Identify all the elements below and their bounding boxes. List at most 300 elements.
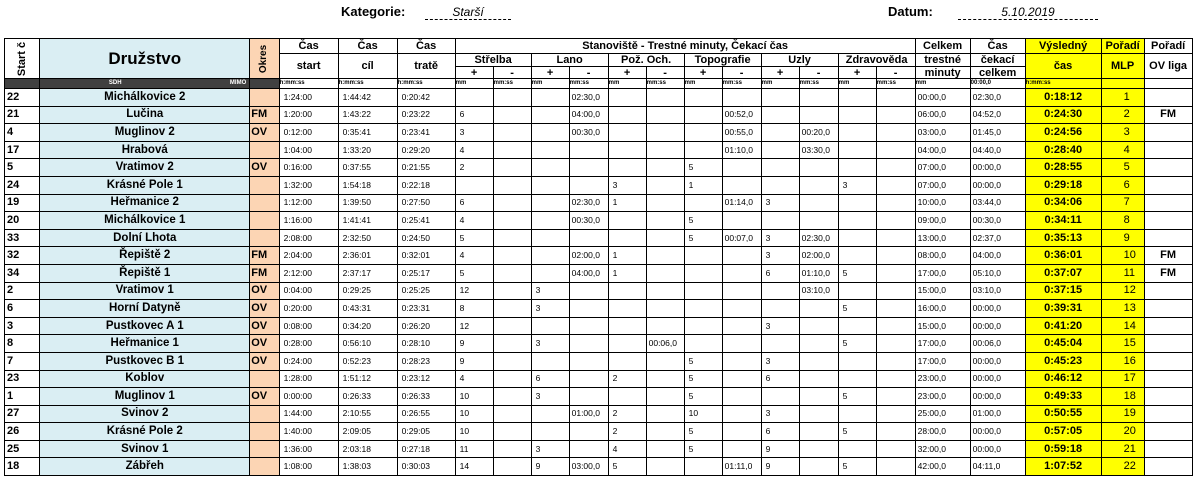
cell-mlp: 13	[1101, 300, 1144, 318]
cell-start: 27	[5, 405, 40, 423]
cell-u-m	[799, 335, 838, 353]
cell-okres	[250, 458, 279, 476]
cell-ov	[1144, 405, 1192, 423]
cell-cekaci: 00:00,0	[970, 352, 1025, 370]
cell-p-m	[646, 370, 684, 388]
kategorie-value: Starší	[425, 5, 511, 20]
cell-trestne: 13:00,0	[915, 229, 970, 247]
cell-z-m	[876, 370, 915, 388]
unit-cell: h:mm:ss	[279, 79, 338, 89]
cell-z-p: 5	[838, 458, 876, 476]
minus-header: -	[722, 67, 761, 79]
cell-cekaci: 03:10,0	[970, 282, 1025, 300]
cell-p-m	[646, 405, 684, 423]
cell-z-m	[876, 212, 915, 230]
cell-z-p	[838, 229, 876, 247]
cell-t-m: 00:55,0	[722, 124, 761, 142]
cell-t-p: 5	[684, 440, 722, 458]
mlp-header: MLP	[1101, 54, 1144, 79]
cell-u-p: 3	[761, 194, 799, 212]
cell-l-m	[569, 370, 608, 388]
strelba-header: Střelba	[455, 54, 531, 67]
cell-ov: FM	[1144, 106, 1192, 124]
cell-p-m	[646, 352, 684, 370]
cell-l-p: 3	[531, 440, 569, 458]
cell-l-p	[531, 89, 569, 107]
cell-cekaci: 05:10,0	[970, 264, 1025, 282]
cell-t-cil: 0:35:41	[338, 124, 397, 142]
cell-p-p: 1	[608, 264, 646, 282]
cell-l-p: 6	[531, 370, 569, 388]
poradi-ov-header: Pořadí	[1144, 39, 1192, 54]
cell-t-cil: 2:36:01	[338, 247, 397, 265]
cell-trestne: 23:00,0	[915, 388, 970, 406]
cell-okres	[250, 405, 279, 423]
cell-l-m: 02:00,0	[569, 247, 608, 265]
celkem-sub-header: celkem	[970, 67, 1025, 79]
cell-t-p	[684, 264, 722, 282]
unit-cell: mm	[455, 79, 493, 89]
cell-t-trate: 0:22:18	[397, 176, 455, 194]
cell-t-start: 0:24:00	[279, 352, 338, 370]
cell-trestne: 17:00,0	[915, 335, 970, 353]
cell-trestne: 06:00,0	[915, 106, 970, 124]
cell-okres: FM	[250, 106, 279, 124]
cell-l-m: 02:30,0	[569, 194, 608, 212]
cell-team: Zábřeh	[40, 458, 250, 476]
cell-mlp: 2	[1101, 106, 1144, 124]
cell-t-start: 1:24:00	[279, 89, 338, 107]
cell-mlp: 20	[1101, 423, 1144, 441]
minus-header: -	[799, 67, 838, 79]
cell-t-cil: 0:37:55	[338, 159, 397, 177]
cell-t-cil: 0:26:33	[338, 388, 397, 406]
cell-t-start: 1:32:00	[279, 176, 338, 194]
cell-u-m: 02:30,0	[799, 229, 838, 247]
cell-start: 20	[5, 212, 40, 230]
table-row	[5, 106, 1193, 124]
cell-l-m	[569, 159, 608, 177]
cell-cekaci: 00:00,0	[970, 440, 1025, 458]
cell-team: Pustkovec A 1	[40, 317, 250, 335]
units-row	[5, 79, 1193, 89]
cell-cekaci: 00:00,0	[970, 423, 1025, 441]
cell-z-m	[876, 335, 915, 353]
cell-t-start: 0:16:00	[279, 159, 338, 177]
cell-t-trate: 0:26:20	[397, 317, 455, 335]
topografie-header: Topografie	[684, 54, 761, 67]
cell-l-p	[531, 423, 569, 441]
plus-header: +	[531, 67, 569, 79]
datum-value: 5.10.2019	[958, 5, 1098, 20]
cell-team: Heřmanice 2	[40, 194, 250, 212]
lano-header: Lano	[531, 54, 608, 67]
cell-t-trate: 0:23:41	[397, 124, 455, 142]
cell-z-p: 5	[838, 300, 876, 318]
cell-s-m	[493, 317, 531, 335]
cell-s-p: 5	[455, 264, 493, 282]
cell-p-p: 5	[608, 458, 646, 476]
cell-okres: OV	[250, 317, 279, 335]
cell-u-p: 9	[761, 458, 799, 476]
cell-cekaci: 00:00,0	[970, 388, 1025, 406]
minuty-header: minuty	[915, 67, 970, 79]
cell-l-p	[531, 247, 569, 265]
cell-trestne: 15:00,0	[915, 282, 970, 300]
cell-t-trate: 0:20:42	[397, 89, 455, 107]
cell-t-p: 10	[684, 405, 722, 423]
cell-s-m	[493, 106, 531, 124]
cell-s-m	[493, 176, 531, 194]
cell-okres: FM	[250, 264, 279, 282]
cell-l-m: 02:30,0	[569, 89, 608, 107]
cell-t-trate: 0:27:50	[397, 194, 455, 212]
poradi-mlp-header: Pořadí	[1101, 39, 1144, 54]
cell-s-m	[493, 388, 531, 406]
cell-l-p: 9	[531, 458, 569, 476]
cell-trestne: 16:00,0	[915, 300, 970, 318]
cell-mlp: 4	[1101, 141, 1144, 159]
cell-l-m: 03:00,0	[569, 458, 608, 476]
trate-sub-header: tratě	[397, 54, 455, 79]
cell-start: 8	[5, 335, 40, 353]
cell-u-p	[761, 106, 799, 124]
unit-cell: mm	[761, 79, 799, 89]
cell-p-m	[646, 282, 684, 300]
cell-s-p	[455, 176, 493, 194]
cell-z-p	[838, 405, 876, 423]
cell-l-p: 3	[531, 388, 569, 406]
cell-p-m	[646, 124, 684, 142]
cell-vysledny: 0:37:07	[1025, 264, 1101, 282]
cell-u-m: 01:10,0	[799, 264, 838, 282]
cell-l-m: 00:30,0	[569, 212, 608, 230]
cell-s-m	[493, 89, 531, 107]
cell-u-p	[761, 388, 799, 406]
cell-okres: FM	[250, 247, 279, 265]
table-row	[5, 282, 1193, 300]
cell-mlp: 10	[1101, 247, 1144, 265]
cell-trestne: 03:00,0	[915, 124, 970, 142]
cell-vysledny: 0:49:33	[1025, 388, 1101, 406]
cell-s-m	[493, 194, 531, 212]
table-row	[5, 247, 1193, 265]
cell-ov	[1144, 458, 1192, 476]
cell-l-p	[531, 176, 569, 194]
cell-l-p	[531, 405, 569, 423]
cell-s-p: 14	[455, 458, 493, 476]
cell-team: Krásné Pole 2	[40, 423, 250, 441]
cell-t-trate: 0:30:03	[397, 458, 455, 476]
cell-t-trate: 0:28:23	[397, 352, 455, 370]
cell-l-m	[569, 423, 608, 441]
cell-s-p: 4	[455, 141, 493, 159]
cell-z-p	[838, 282, 876, 300]
plus-header: +	[608, 67, 646, 79]
cell-start: 23	[5, 370, 40, 388]
cell-l-p: 3	[531, 282, 569, 300]
cell-t-m: 00:52,0	[722, 106, 761, 124]
cell-z-p	[838, 440, 876, 458]
cell-vysledny: 0:50:55	[1025, 405, 1101, 423]
cell-cekaci: 04:00,0	[970, 247, 1025, 265]
cell-vysledny: 0:28:55	[1025, 159, 1101, 177]
cell-trestne: 17:00,0	[915, 352, 970, 370]
cell-s-m	[493, 141, 531, 159]
unit-cell: 00:00,0	[970, 79, 1025, 89]
table-row	[5, 335, 1193, 353]
cell-s-p: 10	[455, 388, 493, 406]
cell-mlp: 18	[1101, 388, 1144, 406]
cell-p-m	[646, 176, 684, 194]
cell-l-p	[531, 124, 569, 142]
cell-t-cil: 2:37:17	[338, 264, 397, 282]
cell-ov	[1144, 159, 1192, 177]
poz-och-header: Pož. Och.	[608, 54, 684, 67]
cell-t-start: 0:00:00	[279, 388, 338, 406]
cell-s-p: 9	[455, 335, 493, 353]
cell-z-m	[876, 282, 915, 300]
unit-cell: h:mm:ss	[397, 79, 455, 89]
cell-t-p	[684, 106, 722, 124]
cell-vysledny: 0:57:05	[1025, 423, 1101, 441]
cell-p-m	[646, 458, 684, 476]
cell-trestne: 07:00,0	[915, 176, 970, 194]
cell-p-p	[608, 300, 646, 318]
cell-t-start: 1:36:00	[279, 440, 338, 458]
cell-vysledny: 0:24:30	[1025, 106, 1101, 124]
cell-u-p	[761, 212, 799, 230]
cell-start: 24	[5, 176, 40, 194]
cell-mlp: 16	[1101, 352, 1144, 370]
cell-trestne: 32:00,0	[915, 440, 970, 458]
unit-cell: mm	[531, 79, 569, 89]
table-row	[5, 423, 1193, 441]
cell-p-m	[646, 423, 684, 441]
cell-t-trate: 0:28:10	[397, 335, 455, 353]
cell-trestne: 08:00,0	[915, 247, 970, 265]
unit-cell: mm:ss	[569, 79, 608, 89]
cell-team: Vratimov 2	[40, 159, 250, 177]
minus-header: -	[569, 67, 608, 79]
cell-t-trate: 0:26:33	[397, 388, 455, 406]
cell-s-m	[493, 264, 531, 282]
cell-team: Řepiště 2	[40, 247, 250, 265]
cell-t-m: 01:14,0	[722, 194, 761, 212]
cell-trestne: 00:00,0	[915, 89, 970, 107]
cell-t-p	[684, 194, 722, 212]
cell-start: 7	[5, 352, 40, 370]
cell-trestne: 28:00,0	[915, 423, 970, 441]
cell-u-m: 03:10,0	[799, 282, 838, 300]
cell-vysledny: 0:39:31	[1025, 300, 1101, 318]
cell-s-p: 10	[455, 423, 493, 441]
cell-t-p	[684, 89, 722, 107]
cas-trate-header: Čas	[397, 39, 455, 54]
cell-p-p: 2	[608, 405, 646, 423]
cell-p-p: 2	[608, 370, 646, 388]
cell-s-m	[493, 370, 531, 388]
cell-mlp: 1	[1101, 89, 1144, 107]
table-row	[5, 352, 1193, 370]
cell-s-p: 6	[455, 106, 493, 124]
unit-cell: mm:ss	[646, 79, 684, 89]
cell-z-p	[838, 124, 876, 142]
cell-team: Hrabová	[40, 141, 250, 159]
cell-team: Svinov 1	[40, 440, 250, 458]
table-row	[5, 300, 1193, 318]
cell-u-p: 6	[761, 264, 799, 282]
cell-t-p	[684, 300, 722, 318]
cell-team: Heřmanice 1	[40, 335, 250, 353]
cell-z-m	[876, 352, 915, 370]
cell-t-trate: 0:29:05	[397, 423, 455, 441]
cell-okres	[250, 194, 279, 212]
table-row	[5, 124, 1193, 142]
cell-team: Michálkovice 2	[40, 89, 250, 107]
okres-header: Okres	[250, 39, 279, 79]
cell-u-p: 9	[761, 440, 799, 458]
cell-t-cil: 1:39:50	[338, 194, 397, 212]
cell-z-p	[838, 89, 876, 107]
cell-cekaci: 02:37,0	[970, 229, 1025, 247]
cell-t-start: 1:28:00	[279, 370, 338, 388]
cell-t-cil: 2:09:05	[338, 423, 397, 441]
cell-t-start: 1:40:00	[279, 423, 338, 441]
cell-vysledny: 0:24:56	[1025, 124, 1101, 142]
cell-t-p: 5	[684, 229, 722, 247]
cell-s-p: 4	[455, 370, 493, 388]
cell-l-m	[569, 229, 608, 247]
druzstvo-header: Družstvo	[40, 39, 250, 79]
celkem-header: Celkem	[915, 39, 970, 54]
cell-u-m	[799, 194, 838, 212]
cell-mlp: 15	[1101, 335, 1144, 353]
cell-t-p: 5	[684, 388, 722, 406]
cell-t-trate: 0:25:17	[397, 264, 455, 282]
cell-z-m	[876, 388, 915, 406]
cell-s-p: 8	[455, 300, 493, 318]
cell-l-p	[531, 212, 569, 230]
cell-start: 18	[5, 458, 40, 476]
cell-start: 21	[5, 106, 40, 124]
cell-p-p: 1	[608, 247, 646, 265]
table-row	[5, 440, 1193, 458]
cell-cekaci: 00:00,0	[970, 370, 1025, 388]
cell-z-m	[876, 264, 915, 282]
cell-l-p	[531, 317, 569, 335]
cell-p-m	[646, 317, 684, 335]
cell-start: 19	[5, 194, 40, 212]
cell-u-p	[761, 300, 799, 318]
table-row	[5, 89, 1193, 107]
cell-t-start: 0:28:00	[279, 335, 338, 353]
cell-cekaci: 01:45,0	[970, 124, 1025, 142]
cell-t-start: 0:20:00	[279, 300, 338, 318]
cell-z-m	[876, 300, 915, 318]
unit-cell: mm	[608, 79, 646, 89]
cell-u-p: 3	[761, 247, 799, 265]
cell-s-m	[493, 300, 531, 318]
plus-header: +	[761, 67, 799, 79]
cell-u-p	[761, 124, 799, 142]
cell-t-trate: 0:21:55	[397, 159, 455, 177]
cell-l-p	[531, 141, 569, 159]
cell-t-trate: 0:23:31	[397, 300, 455, 318]
cell-start: 3	[5, 317, 40, 335]
cell-t-trate: 0:25:25	[397, 282, 455, 300]
cell-start: 17	[5, 141, 40, 159]
cell-vysledny: 0:45:04	[1025, 335, 1101, 353]
cell-t-start: 0:12:00	[279, 124, 338, 142]
cell-p-p	[608, 212, 646, 230]
stanoviste-header: Stanoviště - Trestné minuty, Čekací čas	[455, 39, 915, 54]
cell-mlp: 3	[1101, 124, 1144, 142]
zdravoveda-header: Zdravověda	[838, 54, 915, 67]
table-row	[5, 194, 1193, 212]
cell-z-p	[838, 317, 876, 335]
cell-vysledny: 0:37:15	[1025, 282, 1101, 300]
plus-header: +	[684, 67, 722, 79]
cell-s-p: 2	[455, 159, 493, 177]
cell-s-m	[493, 159, 531, 177]
cell-u-m	[799, 159, 838, 177]
cell-p-p	[608, 317, 646, 335]
cas-cil-header: Čas	[338, 39, 397, 54]
cell-t-m	[722, 352, 761, 370]
cell-t-p	[684, 247, 722, 265]
cell-team: Krásné Pole 1	[40, 176, 250, 194]
cell-ov	[1144, 212, 1192, 230]
cell-z-p	[838, 159, 876, 177]
cell-z-m	[876, 229, 915, 247]
cell-l-m: 00:30,0	[569, 124, 608, 142]
cell-start: 4	[5, 124, 40, 142]
cell-t-start: 2:08:00	[279, 229, 338, 247]
cell-trestne: 09:00,0	[915, 212, 970, 230]
cell-z-m	[876, 247, 915, 265]
cell-mlp: 17	[1101, 370, 1144, 388]
cell-t-m	[722, 89, 761, 107]
cell-t-p	[684, 317, 722, 335]
cas-sub-header: čas	[1025, 54, 1101, 79]
cell-p-m	[646, 89, 684, 107]
cell-mlp: 12	[1101, 282, 1144, 300]
cell-vysledny: 0:34:11	[1025, 212, 1101, 230]
cell-t-m	[722, 247, 761, 265]
cell-t-cil: 1:43:22	[338, 106, 397, 124]
cell-z-m	[876, 176, 915, 194]
table-row	[5, 159, 1193, 177]
cell-t-m: 01:11,0	[722, 458, 761, 476]
cell-t-p: 1	[684, 176, 722, 194]
cell-l-p	[531, 229, 569, 247]
cell-start: 33	[5, 229, 40, 247]
cell-u-m: 00:20,0	[799, 124, 838, 142]
cell-okres: OV	[250, 352, 279, 370]
cell-z-m	[876, 141, 915, 159]
cell-t-start: 2:04:00	[279, 247, 338, 265]
cell-t-p	[684, 282, 722, 300]
cell-vysledny: 1:07:52	[1025, 458, 1101, 476]
cell-p-p	[608, 141, 646, 159]
cell-t-m	[722, 335, 761, 353]
cell-vysledny: 0:28:40	[1025, 141, 1101, 159]
cell-t-trate: 0:32:01	[397, 247, 455, 265]
plus-header: +	[455, 67, 493, 79]
cell-t-start: 1:12:00	[279, 194, 338, 212]
cell-cekaci: 04:52,0	[970, 106, 1025, 124]
